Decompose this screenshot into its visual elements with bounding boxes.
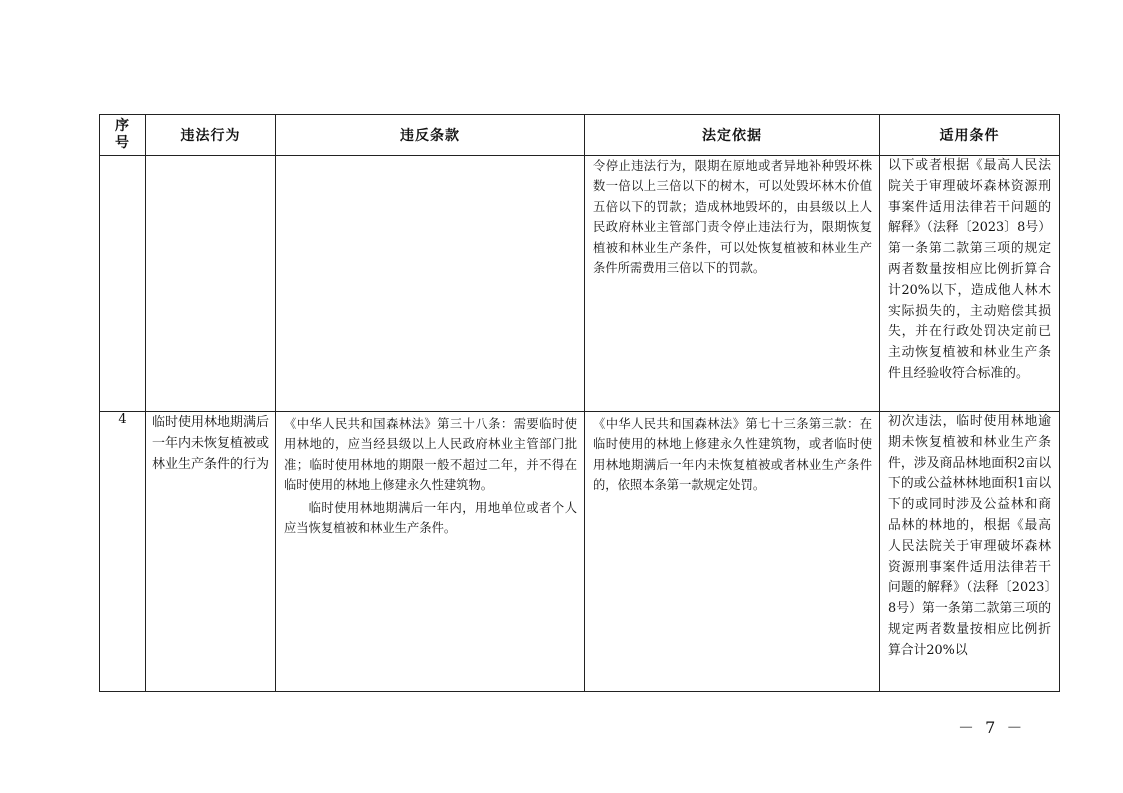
row-seq-cell: 4 <box>100 412 146 692</box>
row-basis-cell <box>585 412 880 692</box>
condition-text: 以下或者根据《最高人民法院关于审理破坏森林资源刑事案件适用法律若干问题的解释》（法释〔2023〕8号）第一条第二款第三项的规定两者数量按相应比例折算合计20%以下，造成他人林木实际损失的，主动赔偿其损失，并在行政处罚决定前已主动恢复植被和林业生产条件且经验收符合标准的。 <box>888 158 1051 381</box>
header-action: 违法行为 <box>146 115 276 156</box>
header-clause: 违反条款 <box>276 115 585 156</box>
row-basis-cell <box>585 156 880 412</box>
header-condition: 适用条件 <box>880 115 1060 156</box>
basis-text: 《中华人民共和国森林法》第七十三条第三款：在临时使用的林地上修建永久性建筑物，或者临时使用林地期满后一年内未恢复植被或者林业生产条件的，依照本条第一款规定处罚。 <box>593 417 872 493</box>
table-row <box>100 412 1060 692</box>
table-header-row <box>100 115 1060 156</box>
regulation-table <box>99 114 1060 692</box>
page-number: － 7 － <box>958 718 1026 737</box>
clause-paragraph: 《中华人民共和国森林法》第三十八条：需要临时使用林地的，应当经县级以上人民政府林业主管部门批准；临时使用林地的期限一般不超过二年，并不得在临时使用的林地上修建永久性建筑物。 <box>284 417 577 493</box>
clause-paragraph: 临时使用林地期满后一年内，用地单位或者个人应当恢复植被和林业生产条件。 <box>284 500 577 536</box>
header-seq: 序号 <box>100 115 146 156</box>
row-action-cell: 临时使用林地期满后一年内未恢复植被或林业生产条件的行为 <box>146 412 276 692</box>
row-condition-cell <box>880 412 1060 692</box>
row-clause-cell <box>276 156 585 412</box>
header-basis: 法定依据 <box>585 115 880 156</box>
row-seq-cell <box>100 156 146 412</box>
condition-text: 初次违法，临时使用林地逾期未恢复植被和林业生产条件，涉及商品林地面积2亩以下的或公益林林地面积1亩以下的或同时涉及公益林和商品林的林地的，根据《最高人民法院关于审理破坏森林资源刑事案件适用法律若干问题的解释》（法释〔2023〕8号）第一条第二款第三项的规定两者数量按相应比例折算合计20%以 <box>888 414 1051 658</box>
row-clause-cell <box>276 412 585 692</box>
row-condition-cell <box>880 156 1060 412</box>
table-row <box>100 156 1060 412</box>
row-action-cell <box>146 156 276 412</box>
basis-text: 令停止违法行为，限期在原地或者异地补种毁坏株数一倍以上三倍以下的树木，可以处毁坏林木价值五倍以下的罚款；造成林地毁坏的，由县级以上人民政府林业主管部门责令停止违法行为，限期恢复植被和林业生产条件，可以处恢复植被和林业生产条件所需费用三倍以下的罚款。 <box>593 159 872 276</box>
